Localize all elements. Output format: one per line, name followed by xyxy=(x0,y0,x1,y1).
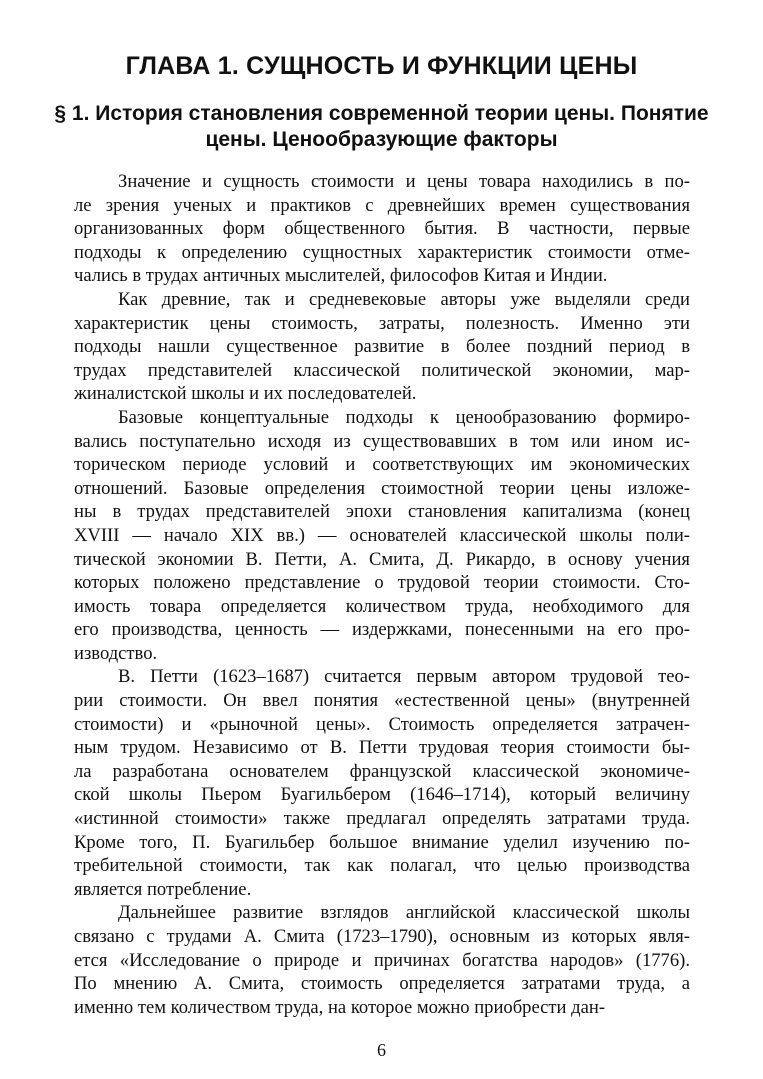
text-line: требительной стоимости, так как полагал, что целью производства xyxy=(74,855,690,877)
text-line: По мнению А. Смита, стоимость определяется затратами труда, а xyxy=(74,973,690,995)
text-line: Кроме того, П. Буагильбер большое внимание уделил изучению по- xyxy=(74,831,690,853)
text-line: ла разработана основателем французской классической экономиче- xyxy=(74,760,690,782)
text-line: именно тем количеством труда, на которое можно приобрести дан- xyxy=(74,996,606,1018)
text-line: изводство. xyxy=(74,642,158,664)
text-line: «истинной стоимости» также предлагал определять затратами труда. xyxy=(74,808,690,830)
text-line: жиналистской школы и их последователей. xyxy=(74,383,417,405)
text-line: Как древние, так и средневековые авторы уже выделяли среди xyxy=(118,288,690,310)
text-line: Значение и сущность стоимости и цены товара находились в по- xyxy=(118,171,690,192)
paragraph xyxy=(74,170,690,288)
text-line: подходы к определению сущностных характеристик стоимости отме- xyxy=(74,241,690,263)
text-line: его производства, ценность — издержками, понесенными на его про- xyxy=(74,619,690,641)
section-title xyxy=(40,101,723,153)
text-line: тической экономии В. Петти, А. Смита, Д. Рикардо, в основу учения xyxy=(74,548,690,570)
text-line: ным трудом. Независимо от В. Петти трудовая теория стоимости бы- xyxy=(74,737,690,759)
text-line: является потребление. xyxy=(74,878,252,900)
text-line: рии стоимости. Он ввел понятия «естественной цены» (внутренней xyxy=(74,690,690,712)
paragraph xyxy=(74,901,690,1019)
text-line: подходы нашли существенное развитие в более поздний период в xyxy=(74,336,690,358)
text-line: Базовые концептуальные подходы к ценообразованию формиро- xyxy=(118,406,690,428)
text-line: XVIII — начало XIX вв.) — основателей классической школы поли- xyxy=(74,524,690,546)
chapter-title: ГЛАВА 1. СУЩНОСТЬ И ФУНКЦИИ ЦЕНЫ xyxy=(125,52,638,80)
text-line: Дальнейшее развитие взглядов английской классической школы xyxy=(118,902,690,924)
page-number: 6 xyxy=(377,1040,386,1060)
text-line: характеристик цены стоимость, затраты, полезность. Именно эти xyxy=(74,312,690,334)
text-line: отношений. Базовые определения стоимостной теории цены изложе- xyxy=(74,477,690,499)
text-line: имость товара определяется количеством труда, необходимого для xyxy=(74,595,690,617)
text-line: которых положено представление о трудовой теории стоимости. Сто- xyxy=(74,572,690,594)
text-line: трудах представителей классической политической экономии, мар- xyxy=(74,359,690,381)
text-line: чались в трудах античных мыслителей, философов Китая и Индии. xyxy=(74,265,608,287)
paragraph xyxy=(74,288,690,406)
paragraph xyxy=(74,406,690,666)
paragraph xyxy=(74,665,690,901)
text-line: связано с трудами А. Смита (1723–1790), основным из которых явля- xyxy=(74,926,690,947)
text-line: организованных форм общественного бытия. В частности, первые xyxy=(74,218,690,240)
body-text xyxy=(74,170,690,1019)
text-line: вались поступательно исходя из существовавших в том или ином ис- xyxy=(74,430,690,452)
text-line: торическом периоде условий и соответствующих им экономических xyxy=(74,454,690,476)
text-line: стоимости) и «рыночной цены». Стоимость определяется затрачен- xyxy=(74,713,690,735)
text-line: ется «Исследование о природе и причинах богатства народов» (1776). xyxy=(74,949,690,971)
text-line: ле зрения ученых и практиков с древнейших времен существования xyxy=(74,194,690,216)
text-line: ской школы Пьером Буагильбером (1646–1714), который величину xyxy=(74,784,690,806)
text-line: В. Петти (1623–1687) считается первым автором трудовой тео- xyxy=(118,666,690,688)
section-title-line: § 1. История становления современной теории цены. xyxy=(54,102,616,125)
text-line: ны в трудах представителей эпохи становления капитализма (конец xyxy=(74,501,690,523)
section-title-line: Понятие цены. Ценообразующие факторы xyxy=(205,102,709,151)
